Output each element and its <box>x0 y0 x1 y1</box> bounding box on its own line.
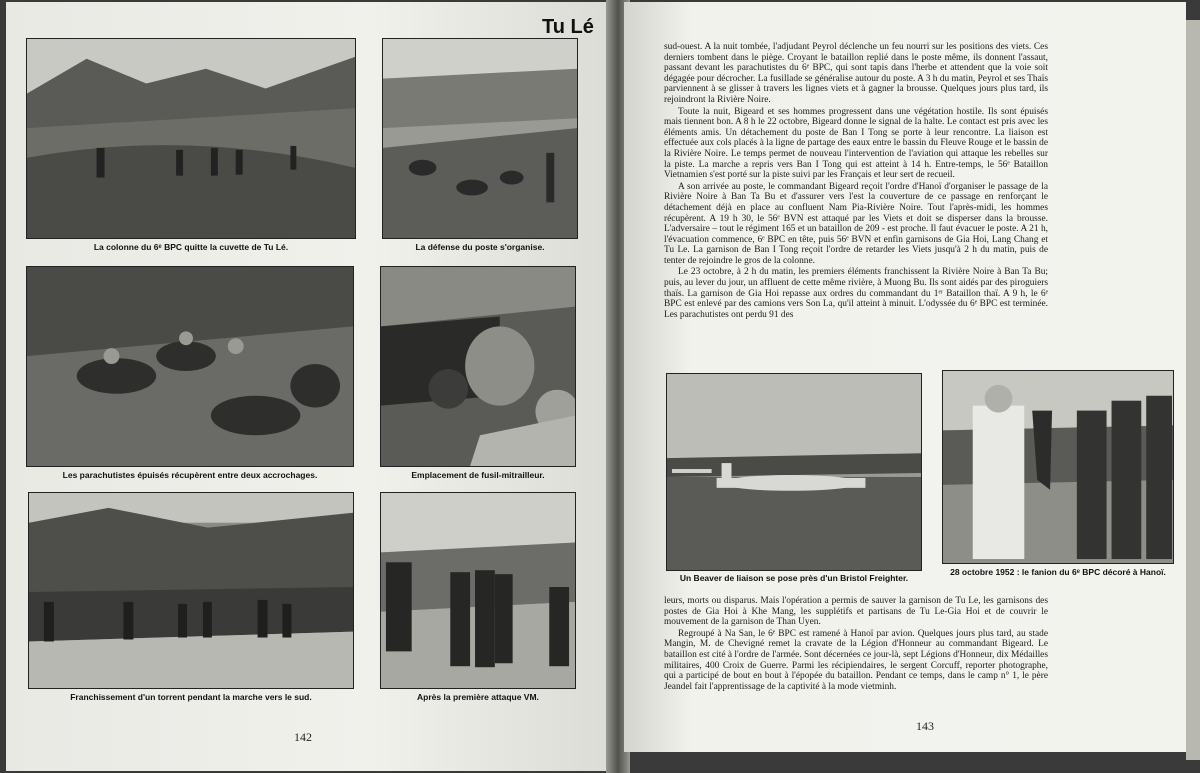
post-defense-photo <box>382 38 578 239</box>
landscape-column-photo <box>26 38 356 239</box>
left-page <box>6 2 612 771</box>
resting-paratroopers-photo <box>26 266 354 467</box>
photo-caption: Franchissement d'un torrent pendant la marche vers le sud. <box>70 692 312 702</box>
after-attack-photo <box>380 492 576 689</box>
photo-caption: 28 octobre 1952 : le fanion du 6ᵉ BPC décoré à Hanoï. <box>950 567 1166 577</box>
page-number: 143 <box>916 719 934 733</box>
photo-caption: Les parachutistes épuisés récupèrent entre deux accrochages. <box>62 470 318 480</box>
background-page-edge <box>1186 20 1200 760</box>
right-page <box>624 2 1186 752</box>
text-column-top <box>664 42 1048 321</box>
section-title: Tu Lé <box>542 16 594 38</box>
text-column-bottom <box>664 596 1048 693</box>
photo-caption: Emplacement de fusil-mitrailleur. <box>411 470 545 480</box>
paragraph: Toute la nuit, Bigeard et ses hommes progressent dans une végétation hostile. Ils sont épuisés mais tiennent bon. A 8 h le 22 octobre, Bigeard donne le signal de la halte. Le contact est pris avec les éléments amis. Un détachement du poste de Ban I Tong se porte à leur rencontre. La liaison est effectuée aux cols placés à la ligne de partage des eaux entre le bassin du Fleuve Rouge et le bassin de la Rivière Noire. Le temps permet de nouveau l'intervention de l'aviation qui attaque les rebelles sur la piste. La marche a repris vers Ban I Tong qui est atteint à 14 h. Entre-temps, le 56ᵉ Bataillon Vietnamien s'est porté sur la piste suivi par les Français et leur sert de recueil. <box>664 106 1048 181</box>
paragraph: A son arrivée au poste, le commandant Bigeard reçoit l'ordre d'Hanoï d'organiser le passage de la Rivière Noire à Ban Ta Bu et d'assurer vers l'est la couverture de ce passage en renforçant le détachement déjà en place au confluent Nam Pia-Rivière Noire. Tout l'après-midi, les hommes récupèrent. A 19 h 30, le 56ᵉ BVN est attaqué par les Viets et doit se disperser dans la brousse. L'adversaire – tout le régiment 165 et un bataillon de 209 - est proche. Il faut évacuer le poste. A 21 h, l'évacuation commence, 6ᵉ BPC en tête, puis 56ᵉ BVN et enfin garnisons de Gia Hoi, Lang Chang et Tu Le. La garnison de Ban I Tong reçoit l'ordre de retarder les Viets jusqu'à 2 h du matin, puis de tenter de rejoindre le gros de la colonne. <box>664 181 1048 266</box>
photo-caption: La colonne du 6ᵉ BPC quitte la cuvette de Tu Lé. <box>93 242 289 252</box>
photo-caption: Un Beaver de liaison se pose près d'un Bristol Freighter. <box>679 573 909 583</box>
paragraph: leurs, morts ou disparus. Mais l'opération a permis de sauver la garnison de Tu Le, les garnisons des postes de Gia Hoi à Khe Mang, les supplétifs et partisans de Tu Le-Gia Hoi et de couvrir le mouvement de la garnison de Than Uyen. <box>664 596 1048 628</box>
paragraph: sud-ouest. A la nuit tombée, l'adjudant Peyrol déclenche un feu nourri sur les positions des viets. Ces derniers tombent dans le piège. Croyant le bataillon replié dans le poste même, ils donnent l'assaut, passant devant les parachutistes du 6ᵉ BPC, qui sont tapis dans l'herbe et attendent que la voie soit dégagée pour décrocher. La fusillade se généralise autour du poste. A 3 h du matin, Peyrol et ses Thaïs parviennent à se glisser à travers les lignes viets et à gagner la brousse. Quelques jours plus tard, ils rejoindront la Rivière Noire. <box>664 42 1048 105</box>
torrent-crossing-photo <box>28 492 354 689</box>
paragraph: Le 23 octobre, à 2 h du matin, les premiers éléments franchissent la Rivière Noire à Ban Ta Bu; puis, au lever du jour, un affluent de cette même rivière, à Muong Bu. Ils sont aidés par des piroguiers thaïs. La garnison de Gia Hoi repasse aux ordres du commandant du 1ᵉʳ Bataillon thaï. A 9 h, le 6ᵉ BPC est enlevé par des camions vers Son La, qu'il atteint à minuit. L'odyssée du 6ᵉ BPC est terminée. Les parachutistes ont perdu 91 des <box>664 267 1048 320</box>
machine-gun-position-photo <box>380 266 576 467</box>
flag-ceremony-photo <box>942 370 1174 564</box>
aircraft-airfield-photo <box>666 373 922 571</box>
page-number: 142 <box>294 730 312 744</box>
paragraph: Regroupé à Na San, le 6ᵉ BPC est ramené à Hanoï par avion. Quelques jours plus tard, au stade Mangin, M. de Chevigné remet la cravate de la Légion d'Honneur au commandant Bigeard. Le bataillon est cité à l'ordre de l'armée. Sont décernées ce jour-là, sept Légions d'Honneur, dix Médailles militaires, 400 Croix de Guerre. Parmi les récipiendaires, le sergent Corcuff, reporter photographe, qui a participé de bout en bout à l'épopée du bataillon. Pendant ce temps, dans le camp n° 1, le père Jeandel fait l'apprentissage de la captivité à la mode vietminh. <box>664 628 1048 692</box>
photo-caption: La défense du poste s'organise. <box>415 242 545 252</box>
photo-caption: Après la première attaque VM. <box>417 692 539 702</box>
